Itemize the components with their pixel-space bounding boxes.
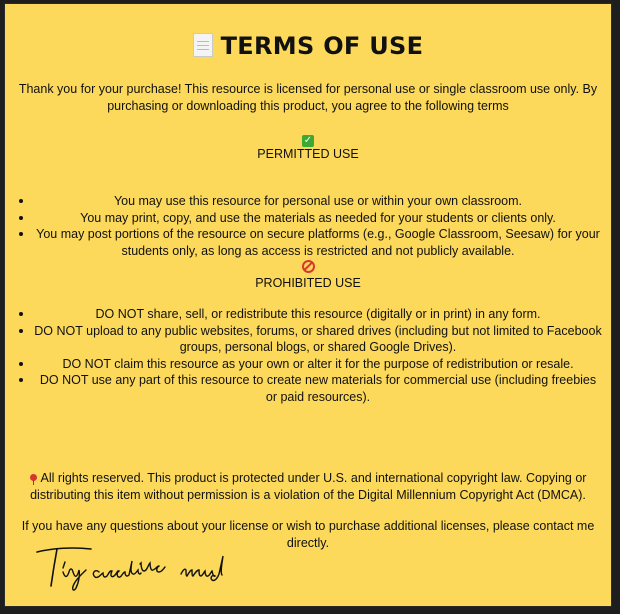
list-item: DO NOT claim this resource as your own or alter it for the purpose of redistribution or resale. <box>5 356 611 373</box>
terms-page <box>4 3 612 607</box>
list-item: DO NOT upload to any public websites, forums, or shared drives (including but not limited to Facebook groups, personal blogs, or shared Google Drives). <box>5 323 611 356</box>
copyright-text: All rights reserved. This product is protected under U.S. and international copyright law. Copying or distributing this item without permission is a violation of the Digital Millennium Copyright Act (DMCA). <box>30 471 587 502</box>
intro-paragraph: Thank you for your purchase! This resource is licensed for personal use or single classroom use only. By purchasing or downloading this product, you agree to the following terms <box>18 82 598 113</box>
prohibited-icon <box>302 260 315 273</box>
title-text: TERMS OF USE <box>220 32 424 60</box>
list-item: You may use this resource for personal use or within your own classroom. <box>5 193 611 210</box>
permitted-list <box>5 193 611 259</box>
list-item: You may post portions of the resource on secure platforms (e.g., Google Classroom, Seesaw) for your students only, as long as access is restricted and not publicly available. <box>5 226 611 259</box>
prohibited-heading: PROHIBITED USE <box>255 276 361 290</box>
signature <box>33 542 233 592</box>
contact-paragraph: If you have any questions about your license or wish to purchase additional licenses, please contact me directly. <box>21 519 595 550</box>
list-item: DO NOT use any part of this resource to create new materials for commercial use (including freebies or paid resources). <box>5 372 611 405</box>
permitted-heading: PERMITTED USE <box>257 147 359 161</box>
prohibited-list <box>5 306 611 405</box>
list-item: DO NOT share, sell, or redistribute this resource (digitally or in print) in any form. <box>5 306 611 323</box>
copyright-notice <box>13 470 603 504</box>
permitted-icon-row <box>5 130 611 148</box>
list-item: You may print, copy, and use the materials as needed for your students or clients only. <box>5 210 611 227</box>
document-icon <box>193 33 213 57</box>
page-title <box>5 32 611 60</box>
check-mark-icon: ✓ <box>303 135 313 146</box>
signature-graphic <box>33 542 233 592</box>
pushpin-icon <box>30 474 37 481</box>
